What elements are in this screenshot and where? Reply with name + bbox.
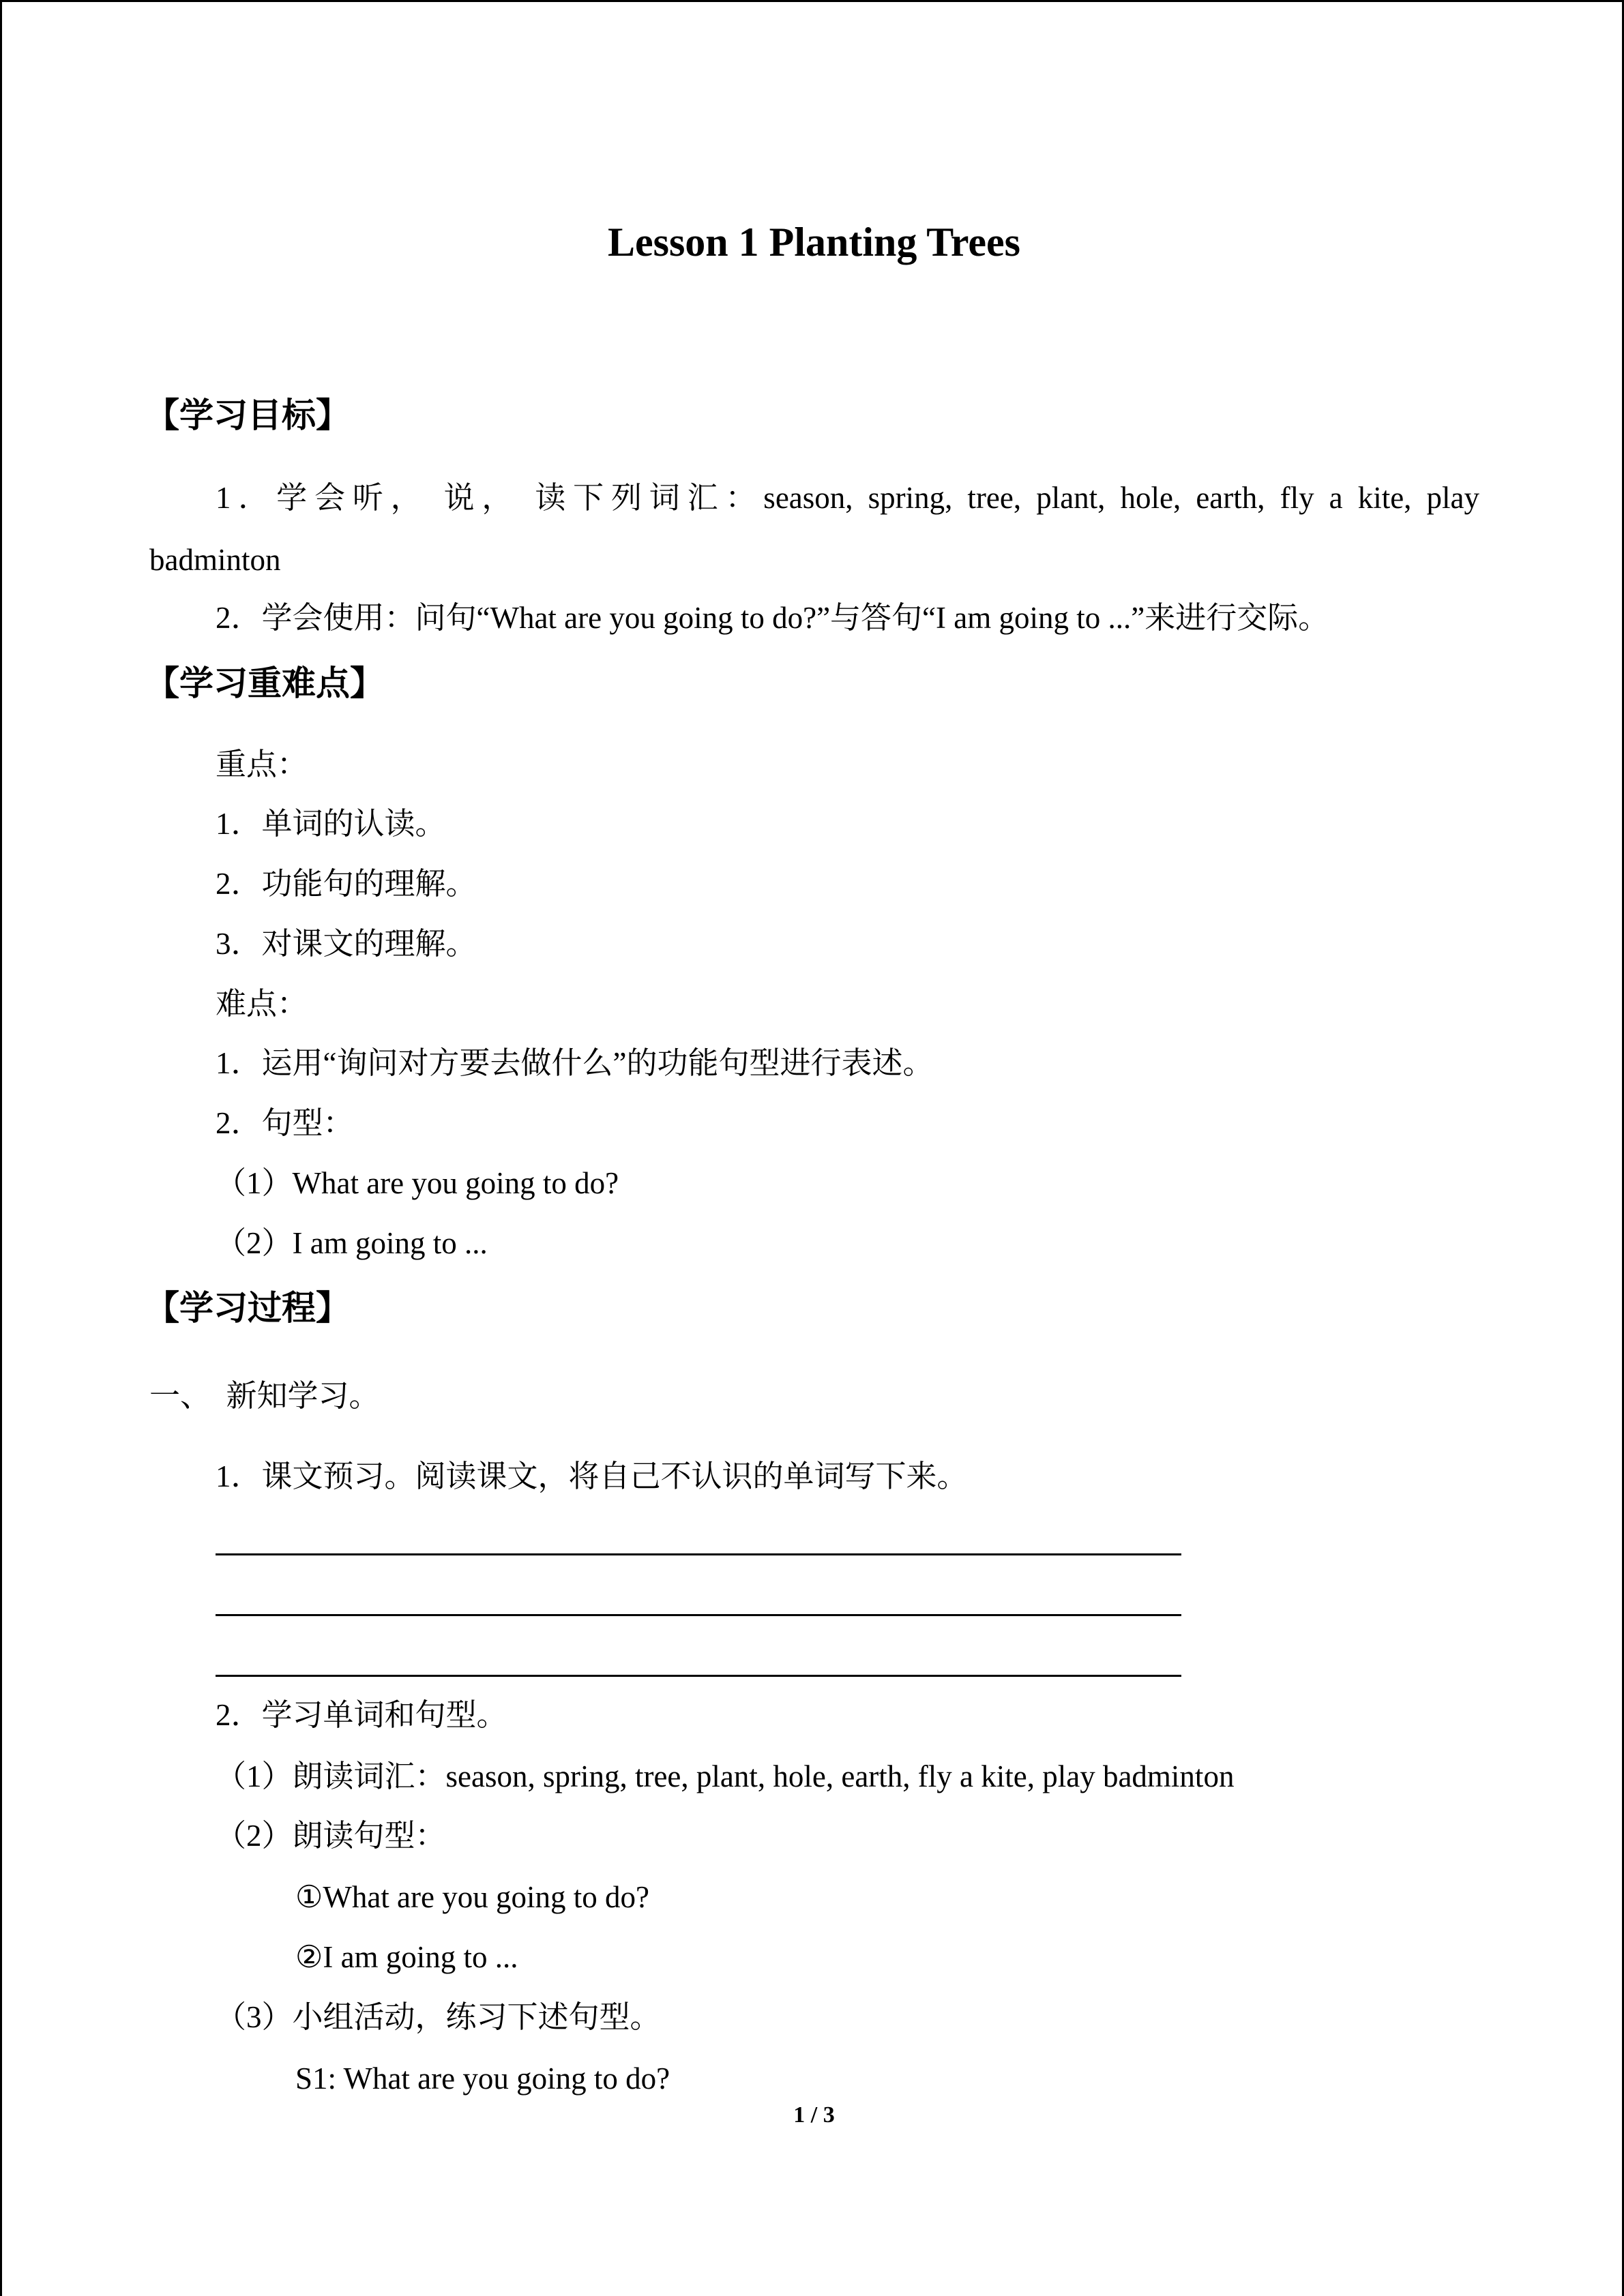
hard-item-1: 1．运用“询问对方要去做什么”的功能句型进行表述。 [216, 1046, 934, 1080]
process-sub-2: （2）朗读句型： [216, 1819, 446, 1853]
section-heading-goals: 【学习目标】 [145, 396, 350, 435]
section-heading-process: 【学习过程】 [145, 1288, 350, 1328]
process-sub-3: （3）小组活动，练习下述句型。 [216, 2000, 661, 2034]
key-item-3: 3．对课文的理解。 [216, 927, 477, 961]
process-sub-1: （1）朗读词汇：season, spring, tree, plant, hole, earth, fly a kite, play badminton [216, 1759, 1235, 1793]
hard-item-2: 2．句型： [216, 1106, 354, 1140]
goal-item-2: 2．学会使用：问句“What are you going to do?”与答句“I am going to ...”来进行交际。 [216, 601, 1329, 635]
process-step-1: 1．课文预习。阅读课文，将自己不认识的单词写下来。 [216, 1459, 968, 1493]
answer-blank-line-1[interactable] [216, 1553, 1181, 1555]
answer-blank-line-2[interactable] [216, 1614, 1181, 1616]
goal-item-1-line-1: 1．学会听， 说， 读下列词汇：season, spring, tree, plant, hole, earth, fly a kite, play [216, 481, 1479, 515]
process-step-2: 2．学习单词和句型。 [216, 1698, 507, 1732]
section-heading-keypoints: 【学习重难点】 [145, 664, 384, 703]
sentence-1: ①What are you going to do? [295, 1880, 649, 1914]
hard-label: 难点： [216, 987, 308, 1021]
dialogue-line-1: S1: What are you going to do? [295, 2061, 670, 2096]
key-label: 重点： [216, 747, 308, 781]
page-number: 1 / 3 [793, 2102, 835, 2128]
pattern-1: （1）What are you going to do? [216, 1166, 619, 1200]
goal-item-1-line-2: badminton [149, 543, 281, 577]
sentence-2: ②I am going to ... [295, 1940, 518, 1974]
pattern-2: （2）I am going to ... [216, 1226, 488, 1260]
answer-blank-line-3[interactable] [216, 1675, 1181, 1677]
process-part-1: 一、 新知学习。 [149, 1379, 380, 1413]
document-title: Lesson 1 Planting Trees [607, 220, 1021, 265]
key-item-2: 2．功能句的理解。 [216, 867, 477, 901]
key-item-1: 1．单词的认读。 [216, 807, 446, 841]
